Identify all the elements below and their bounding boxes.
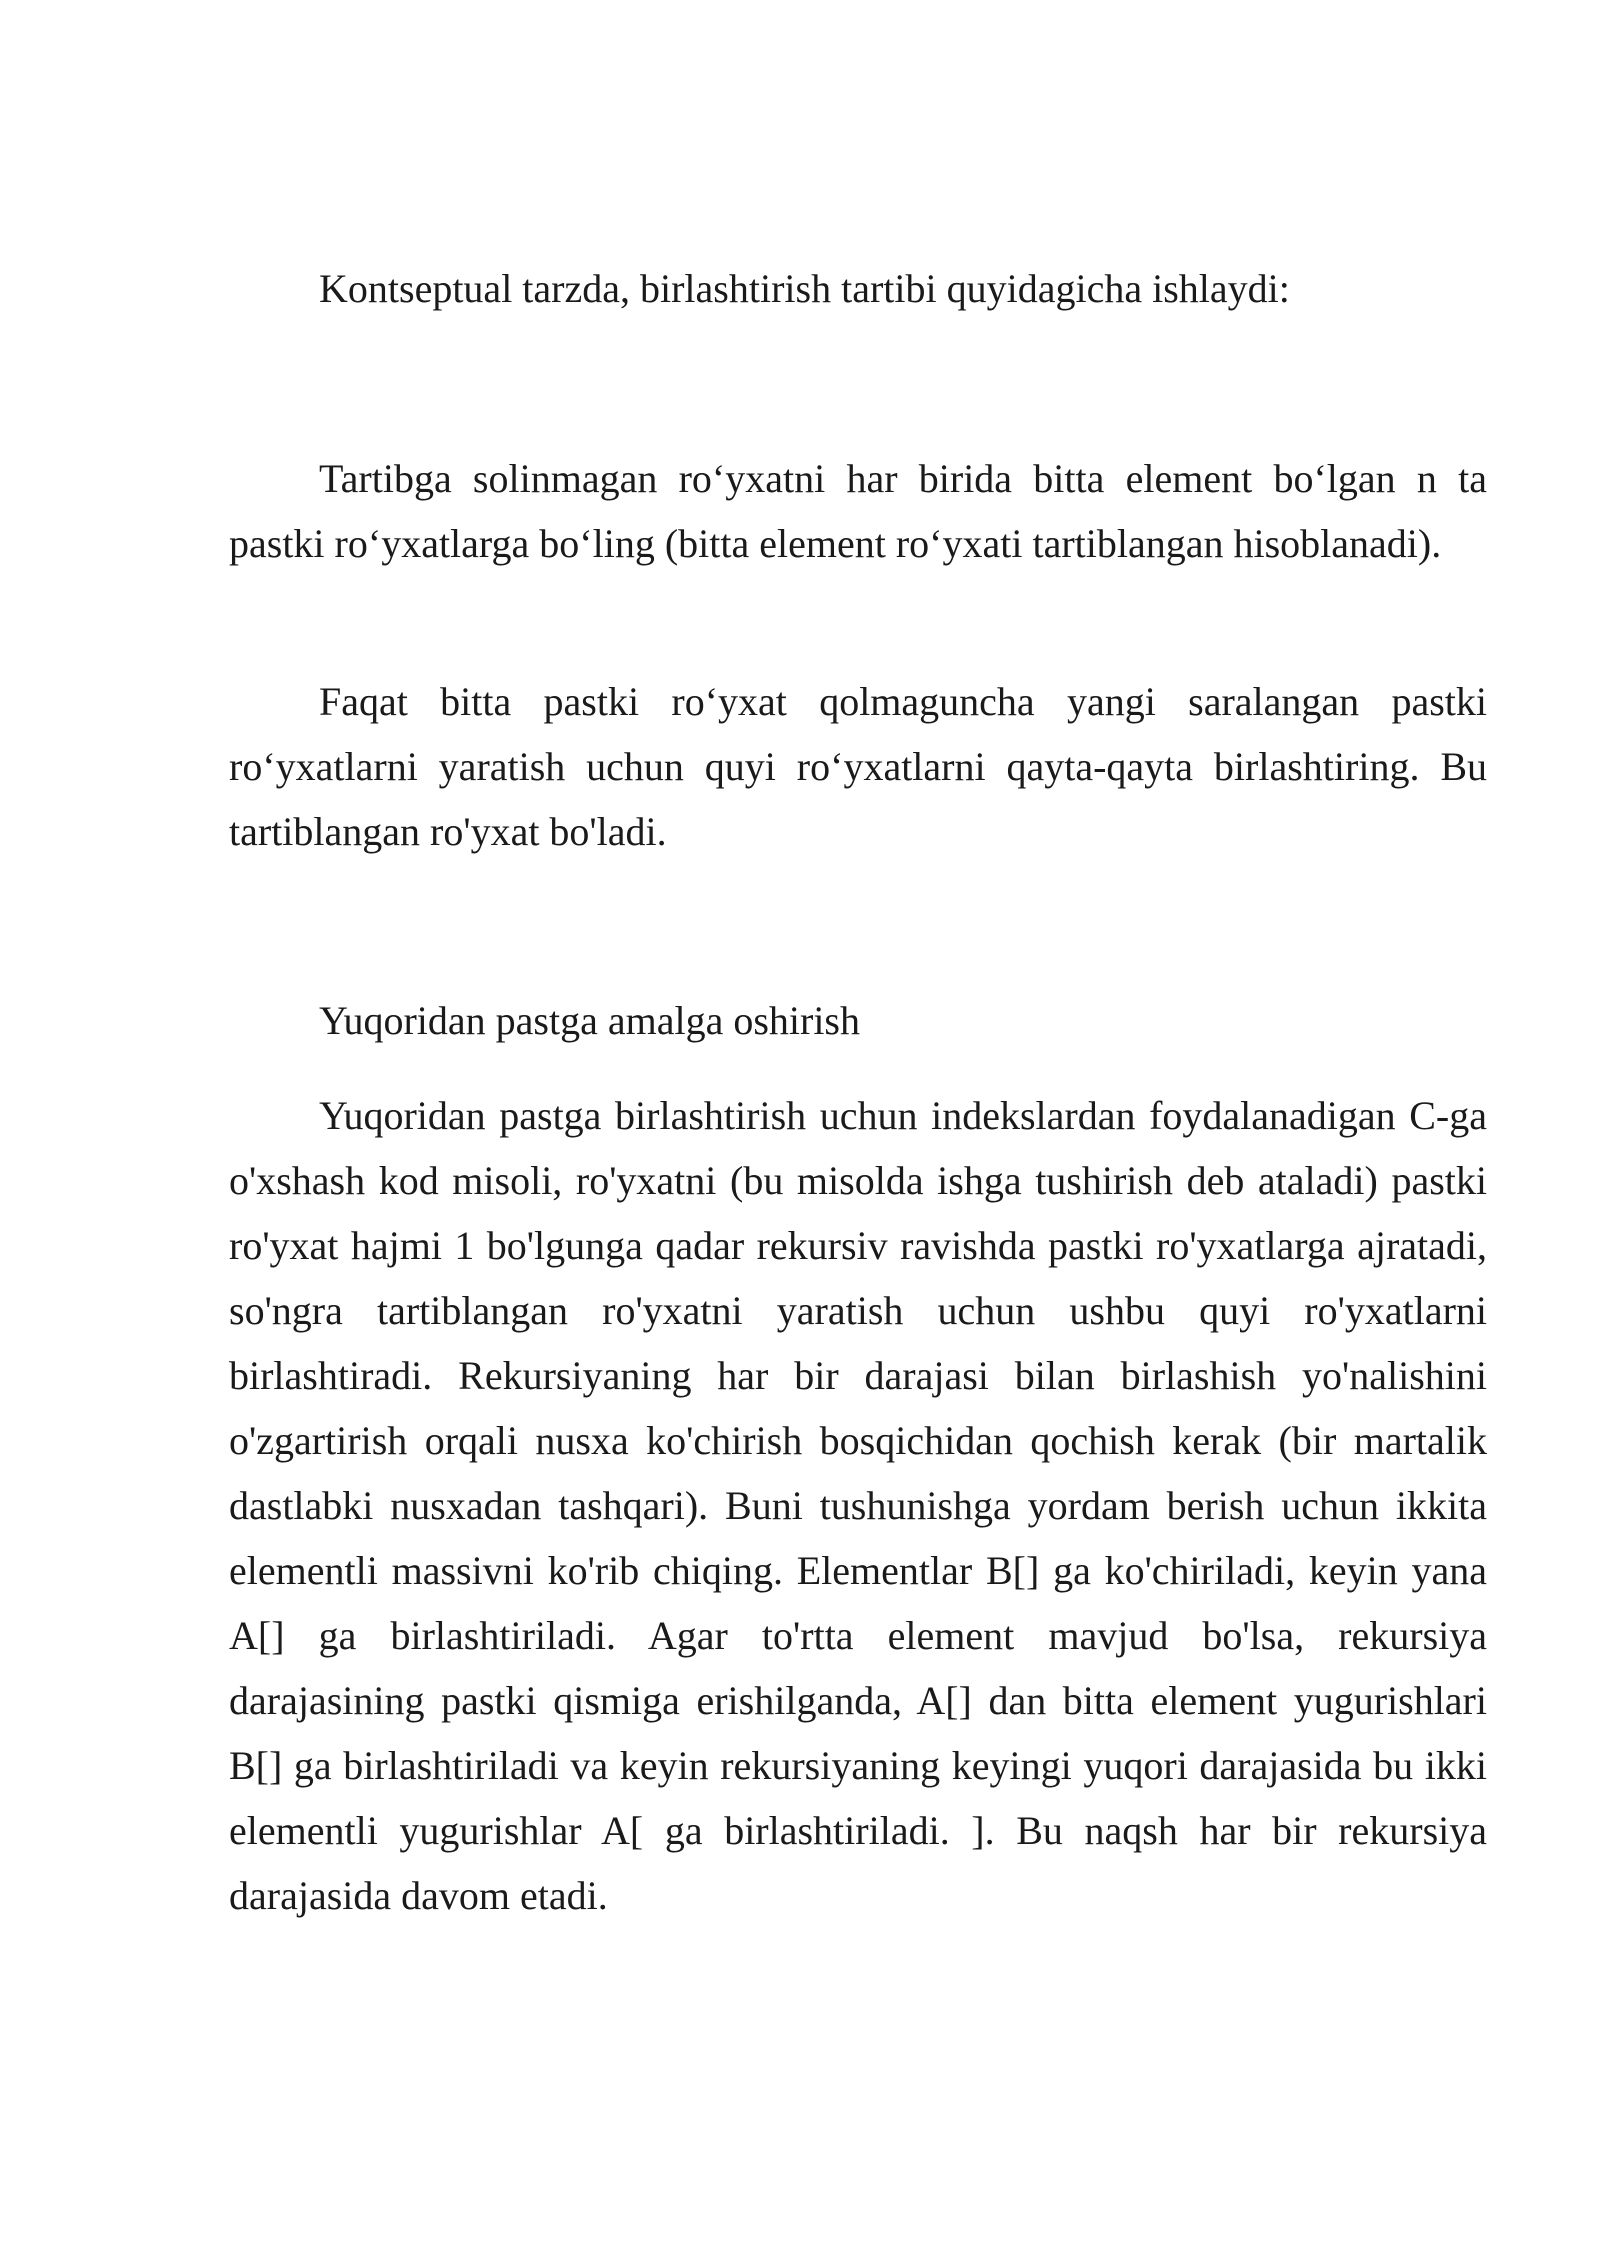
- body-paragraph: Yuqoridan pastga birlashtirish uchun indekslardan foydalanadigan C-ga o'xshash kod misoli, ro'yxatni (bu misolda ishga tushirish deb ataladi) pastki ro'yxat hajmi 1 bo'lgunga qadar rekursiv ravishda pastki ro'yxatlarga ajratadi, so'ngra tartiblangan ro'yxatni yaratish uchun ushbu quyi ro'yxatlarni birlashtiradi. Rekursiyaning har bir darajasi bilan birlashish yo'nalishini o'zgartirish orqali nusxa ko'chirish bosqichidan qochish kerak (bir martalik dastlabki nusxadan tashqari). Buni tushunishga yordam berish uchun ikkita elementli massivni ko'rib chiqing. Elementlar B[] ga ko'chiriladi, keyin yana A[] ga birlashtiriladi. Agar to'rtta element mavjud bo'lsa, rekursiya darajasining pastki qismiga erishilganda, A[] dan bitta element yugurishlari B[] ga birlashtiriladi va keyin rekursiyaning keyingi yuqori darajasida bu ikki elementli yugurishlar A[ ga birlashtiriladi. ]. Bu naqsh har bir rekursiya darajasida davom etadi.: [229, 1093, 1487, 1918]
- step-two-paragraph: Faqat bitta pastki ro‘yxat qolmaguncha yangi saralangan pastki ro‘yxatlarni yaratish uchun quyi ro‘yxatlarni qayta-qayta birlashtiring. Bu tartiblangan ro'yxat bo'ladi.: [229, 679, 1487, 854]
- intro-paragraph: Kontseptual tarzda, birlashtirish tartibi quyidagicha ishlaydi:: [319, 266, 1290, 311]
- section-heading: Yuqoridan pastga amalga oshirish: [319, 998, 860, 1043]
- step-one-paragraph: Tartibga solinmagan ro‘yxatni har birida bitta element bo‘lgan n ta pastki ro‘yxatlarga bo‘ling (bitta element ro‘yxati tartiblangan hisoblanadi).: [229, 456, 1487, 566]
